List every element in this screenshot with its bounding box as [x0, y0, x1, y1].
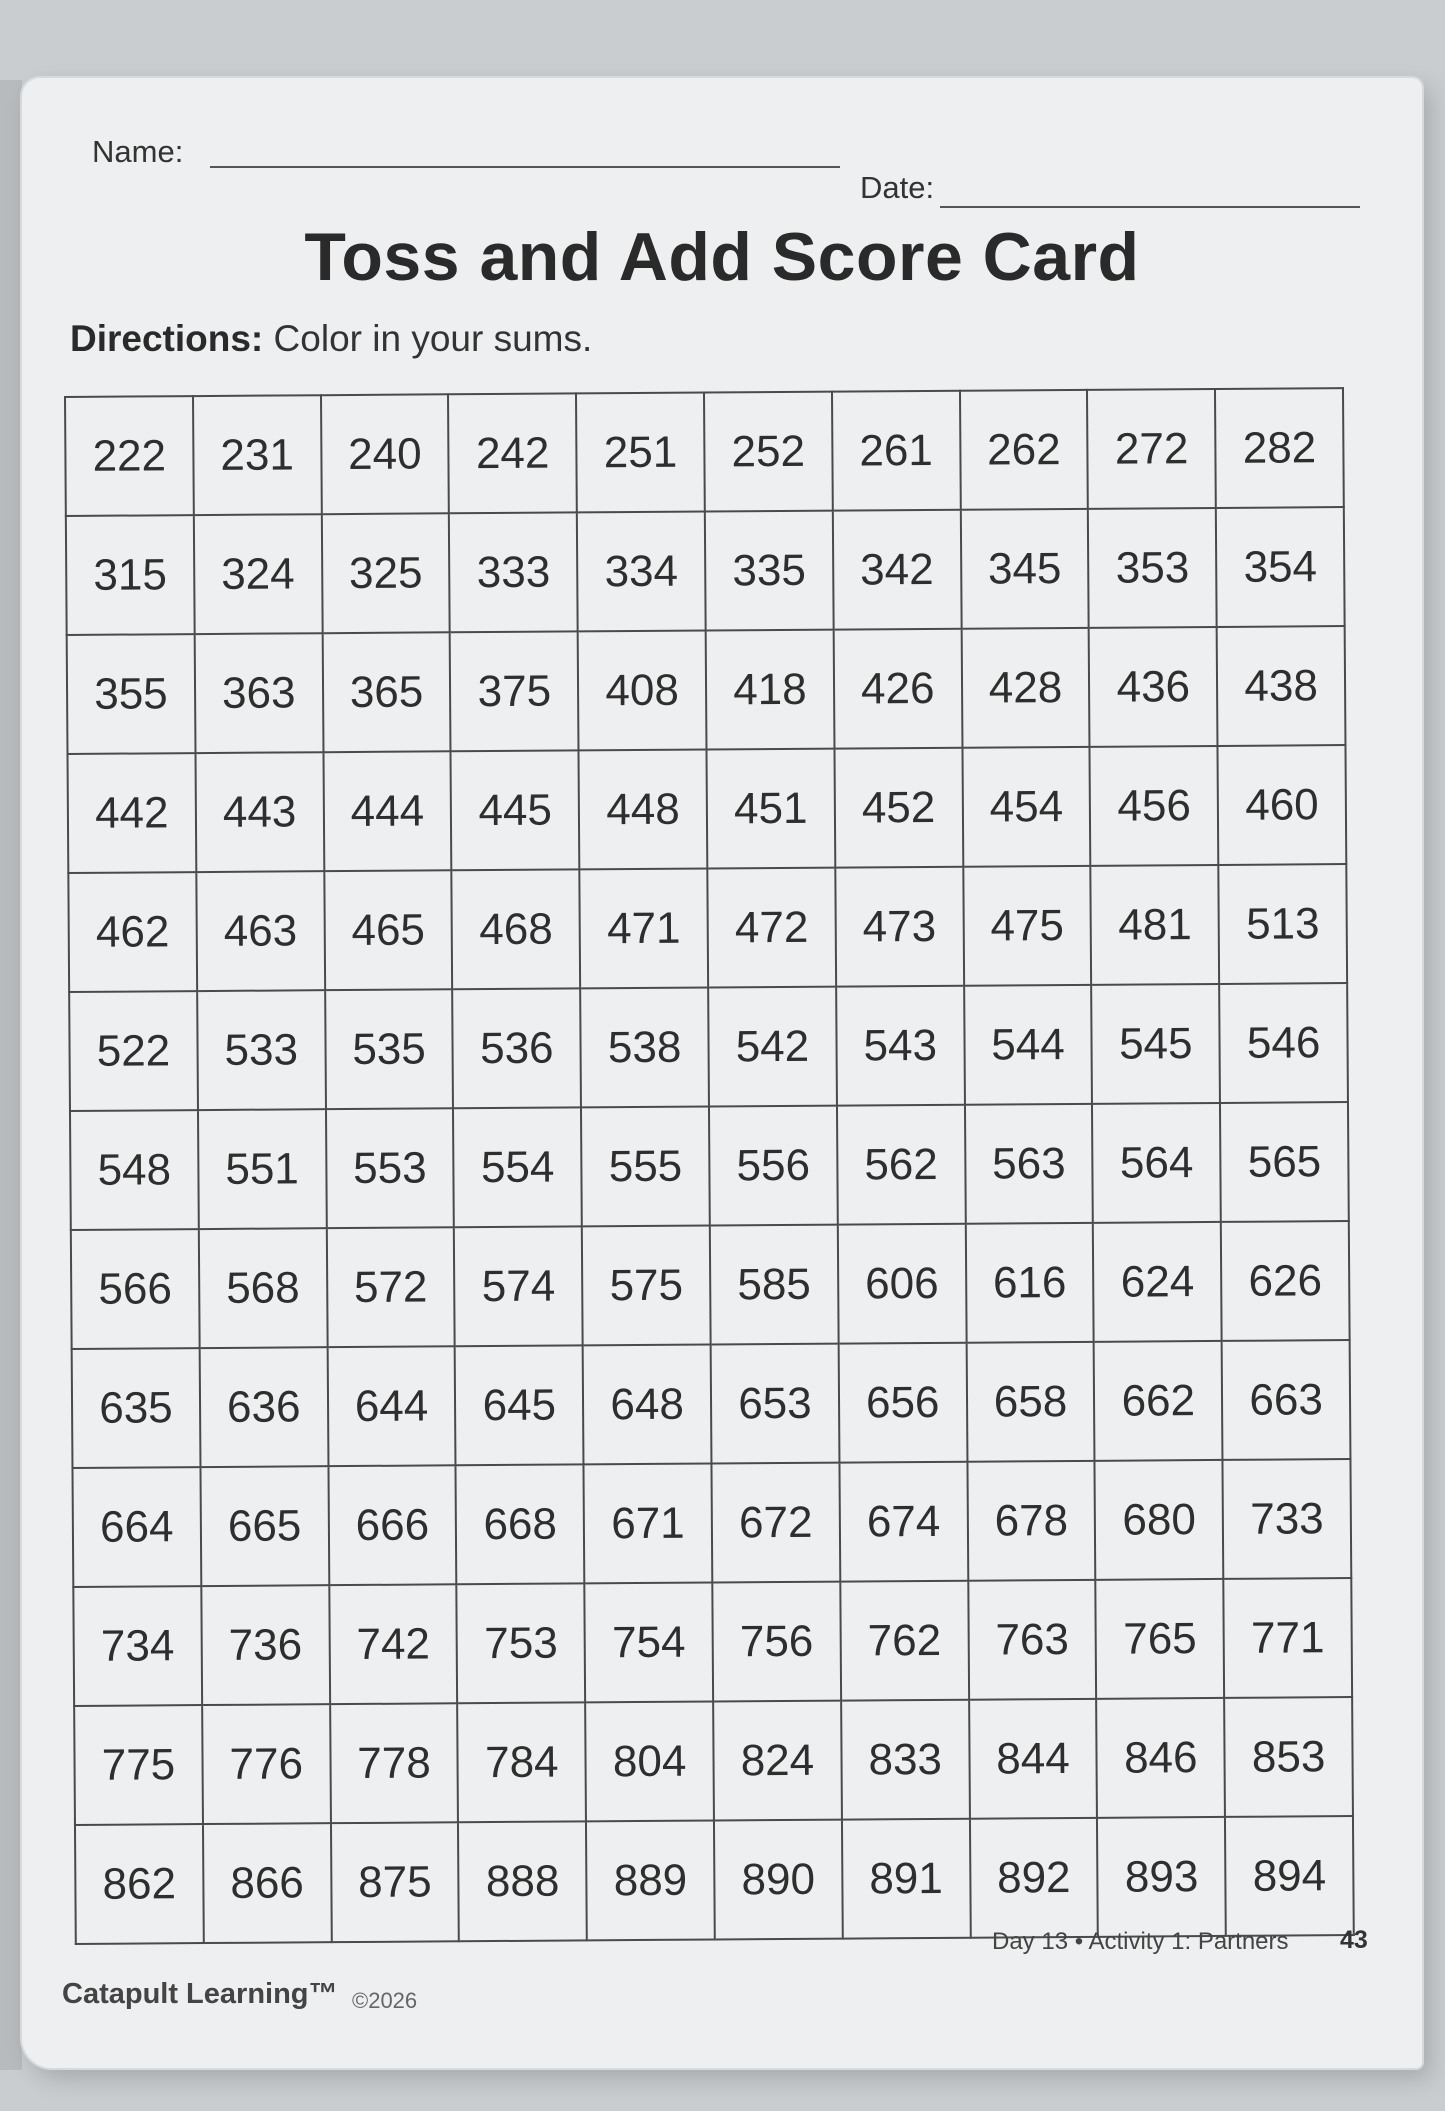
sum-cell[interactable]: 555 [581, 1107, 710, 1227]
sum-cell[interactable]: 762 [840, 1581, 969, 1701]
sum-cell[interactable]: 325 [321, 513, 450, 633]
sum-cell[interactable]: 892 [970, 1818, 1099, 1938]
sum-cell[interactable]: 866 [203, 1823, 332, 1943]
sum-cell[interactable]: 536 [453, 988, 582, 1108]
sum-cell[interactable]: 375 [450, 631, 579, 751]
grid-row [70, 1102, 1349, 1230]
sum-cell[interactable]: 753 [457, 1583, 586, 1703]
sum-cell[interactable]: 635 [72, 1348, 201, 1468]
sum-cell[interactable]: 545 [1092, 984, 1221, 1104]
sum-cell[interactable]: 333 [449, 512, 578, 632]
sum-cell[interactable]: 775 [74, 1705, 203, 1825]
sum-cell[interactable]: 776 [202, 1704, 331, 1824]
sum-cell[interactable]: 846 [1096, 1698, 1225, 1818]
sum-cell[interactable]: 668 [456, 1464, 585, 1584]
adjacent-page-edge [0, 80, 22, 2070]
sum-cell[interactable]: 444 [323, 751, 452, 871]
sum-cell[interactable]: 546 [1219, 983, 1348, 1103]
sum-cell[interactable]: 468 [452, 869, 581, 989]
sum-cell[interactable]: 572 [326, 1227, 455, 1347]
sum-cell[interactable]: 574 [454, 1226, 583, 1346]
sum-cell[interactable]: 460 [1218, 745, 1347, 865]
sum-cell[interactable]: 418 [706, 630, 835, 750]
sum-cell[interactable]: 562 [837, 1105, 966, 1225]
sum-cell[interactable]: 853 [1224, 1697, 1353, 1817]
sum-cell[interactable]: 452 [834, 748, 963, 868]
sum-cell[interactable]: 662 [1094, 1341, 1223, 1461]
sum-cell[interactable]: 240 [321, 394, 450, 514]
copyright: ©2026 [352, 1988, 418, 2013]
sum-cell[interactable]: 736 [201, 1585, 330, 1705]
sum-cell[interactable]: 471 [580, 869, 709, 989]
sum-cell[interactable]: 353 [1088, 508, 1217, 628]
sum-cell[interactable]: 658 [966, 1342, 1095, 1462]
sum-cell[interactable]: 680 [1095, 1460, 1224, 1580]
sum-cell[interactable]: 645 [455, 1345, 584, 1465]
sum-cell[interactable]: 252 [704, 392, 833, 512]
name-date-row [70, 134, 1330, 214]
grid-row [65, 388, 1344, 516]
sum-cell[interactable]: 566 [71, 1229, 200, 1349]
sum-cell[interactable]: 763 [968, 1580, 1097, 1700]
sum-cell[interactable]: 262 [960, 390, 1089, 510]
sum-cell[interactable]: 443 [195, 752, 324, 872]
sum-cell[interactable]: 551 [198, 1109, 327, 1229]
sum-cell[interactable]: 653 [711, 1344, 840, 1464]
sum-cell[interactable]: 833 [841, 1700, 970, 1820]
worksheet-page [22, 78, 1422, 2068]
sum-cell[interactable]: 893 [1097, 1817, 1226, 1937]
publisher-logo-text: Catapult Learning™ [62, 1978, 338, 2010]
sum-cell[interactable]: 765 [1096, 1579, 1225, 1699]
sum-cell[interactable]: 548 [70, 1110, 199, 1230]
sum-cell[interactable]: 231 [193, 395, 322, 515]
sum-cell[interactable]: 408 [578, 631, 707, 751]
sum-cell[interactable]: 888 [458, 1821, 587, 1941]
sum-cell[interactable]: 824 [713, 1701, 842, 1821]
sum-cell[interactable]: 473 [835, 867, 964, 987]
page-title: Toss and Add Score Card [304, 219, 1140, 295]
sum-cell[interactable]: 616 [965, 1223, 1094, 1343]
sum-cell[interactable]: 334 [577, 512, 706, 632]
grid-row [68, 864, 1347, 992]
sum-cell[interactable]: 456 [1090, 746, 1219, 866]
sum-cell[interactable]: 554 [453, 1107, 582, 1227]
sum-cell[interactable]: 454 [962, 747, 1091, 867]
sum-cell[interactable]: 426 [833, 629, 962, 749]
grid-row [69, 983, 1348, 1111]
page-number: 43 [1340, 1926, 1368, 1954]
sum-cell[interactable]: 585 [710, 1225, 839, 1345]
sum-cell[interactable]: 606 [838, 1224, 967, 1344]
sum-cell[interactable]: 438 [1217, 626, 1346, 746]
sum-cell[interactable]: 563 [965, 1104, 1094, 1224]
sum-cell[interactable]: 535 [325, 989, 454, 1109]
activity-label: Day 13 • Activity 1: Partners [992, 1928, 1289, 1955]
sum-cell[interactable]: 756 [712, 1582, 841, 1702]
sum-cell[interactable]: 222 [65, 396, 194, 516]
sum-cell[interactable]: 862 [75, 1824, 204, 1944]
sum-cell[interactable]: 784 [458, 1702, 587, 1822]
sum-cell[interactable]: 542 [708, 987, 837, 1107]
sum-cell[interactable]: 261 [832, 391, 961, 511]
sum-cell[interactable]: 282 [1215, 388, 1344, 508]
sum-cell[interactable]: 674 [839, 1462, 968, 1582]
sum-cell[interactable]: 671 [584, 1464, 713, 1584]
grid-row [67, 745, 1346, 873]
sum-cell[interactable]: 553 [326, 1108, 455, 1228]
sum-cell[interactable]: 575 [582, 1226, 711, 1346]
sum-cell[interactable]: 771 [1223, 1578, 1352, 1698]
sum-cell[interactable]: 451 [706, 749, 835, 869]
sum-cell[interactable]: 678 [967, 1461, 1096, 1581]
directions-label: Directions: [70, 318, 264, 359]
sum-cell[interactable]: 656 [838, 1343, 967, 1463]
sum-cell[interactable]: 242 [448, 393, 577, 513]
grid-row [72, 1340, 1351, 1468]
sum-cell[interactable]: 568 [199, 1228, 328, 1348]
sum-cell[interactable]: 363 [194, 633, 323, 753]
sum-cell[interactable]: 251 [576, 393, 705, 513]
sum-cell[interactable]: 644 [327, 1346, 456, 1466]
sum-cell[interactable]: 890 [714, 1820, 843, 1940]
sum-cell[interactable]: 475 [963, 866, 1092, 986]
sum-cell[interactable]: 465 [324, 870, 453, 990]
grid-row [74, 1697, 1353, 1825]
grid-row [73, 1578, 1352, 1706]
grid-row [67, 626, 1346, 754]
name-label: Name: [92, 134, 184, 169]
grid-row [72, 1459, 1351, 1587]
sum-cell[interactable]: 663 [1222, 1340, 1351, 1460]
sum-cell[interactable]: 733 [1223, 1459, 1352, 1579]
sum-cell[interactable]: 889 [586, 1820, 715, 1940]
sum-cell[interactable]: 565 [1220, 1102, 1349, 1222]
sum-cell[interactable]: 875 [331, 1822, 460, 1942]
sum-cell[interactable]: 445 [451, 750, 580, 870]
sum-cell[interactable]: 538 [580, 988, 709, 1108]
sum-cell[interactable]: 636 [199, 1347, 328, 1467]
sum-cell[interactable]: 804 [585, 1702, 714, 1822]
sum-cell[interactable]: 442 [67, 753, 196, 873]
sum-cell[interactable]: 672 [711, 1463, 840, 1583]
sum-cell[interactable]: 315 [66, 515, 195, 635]
sum-cell[interactable]: 664 [72, 1467, 201, 1587]
sum-cell[interactable]: 428 [961, 628, 1090, 748]
sum-cell[interactable]: 564 [1092, 1103, 1221, 1223]
sum-cell[interactable]: 436 [1089, 627, 1218, 747]
sum-cell[interactable]: 472 [707, 868, 836, 988]
sum-cell[interactable]: 365 [322, 632, 451, 752]
sum-cell[interactable]: 272 [1087, 389, 1216, 509]
sum-cell[interactable]: 894 [1225, 1816, 1354, 1936]
sum-cell[interactable]: 754 [584, 1583, 713, 1703]
score-grid [64, 387, 1355, 1945]
sum-cell[interactable]: 624 [1093, 1222, 1222, 1342]
sum-cell[interactable]: 544 [964, 985, 1093, 1105]
sum-cell[interactable]: 481 [1091, 865, 1220, 985]
grid-row [75, 1816, 1354, 1944]
sum-cell[interactable]: 342 [833, 510, 962, 630]
sum-cell[interactable]: 742 [329, 1584, 458, 1704]
date-blank-line [940, 206, 1360, 208]
sum-cell[interactable]: 734 [73, 1586, 202, 1706]
grid-row [66, 507, 1345, 635]
sum-cell[interactable]: 513 [1218, 864, 1347, 984]
sum-cell[interactable]: 345 [960, 509, 1089, 629]
sum-cell[interactable]: 543 [836, 986, 965, 1106]
sum-cell[interactable]: 844 [969, 1699, 1098, 1819]
sum-cell[interactable]: 354 [1216, 507, 1345, 627]
sum-cell[interactable]: 448 [579, 750, 708, 870]
date-label: Date: [860, 170, 935, 205]
sum-cell[interactable]: 665 [200, 1466, 329, 1586]
sum-cell[interactable]: 324 [194, 514, 323, 634]
sum-cell[interactable]: 626 [1221, 1221, 1350, 1341]
sum-cell[interactable]: 462 [68, 872, 197, 992]
sum-cell[interactable]: 533 [197, 990, 326, 1110]
name-blank-line [210, 166, 840, 168]
sum-cell[interactable]: 522 [69, 991, 198, 1111]
sum-cell[interactable]: 666 [328, 1465, 457, 1585]
directions-text: Color in your sums. [273, 318, 593, 359]
sum-cell[interactable]: 778 [330, 1703, 459, 1823]
sum-cell[interactable]: 648 [583, 1345, 712, 1465]
grid-row [71, 1221, 1350, 1349]
sum-cell[interactable]: 891 [842, 1819, 971, 1939]
sum-cell[interactable]: 556 [709, 1106, 838, 1226]
sum-cell[interactable]: 463 [196, 871, 325, 991]
directions [70, 318, 592, 360]
sum-cell[interactable]: 335 [705, 511, 834, 631]
sum-cell[interactable]: 355 [67, 634, 196, 754]
